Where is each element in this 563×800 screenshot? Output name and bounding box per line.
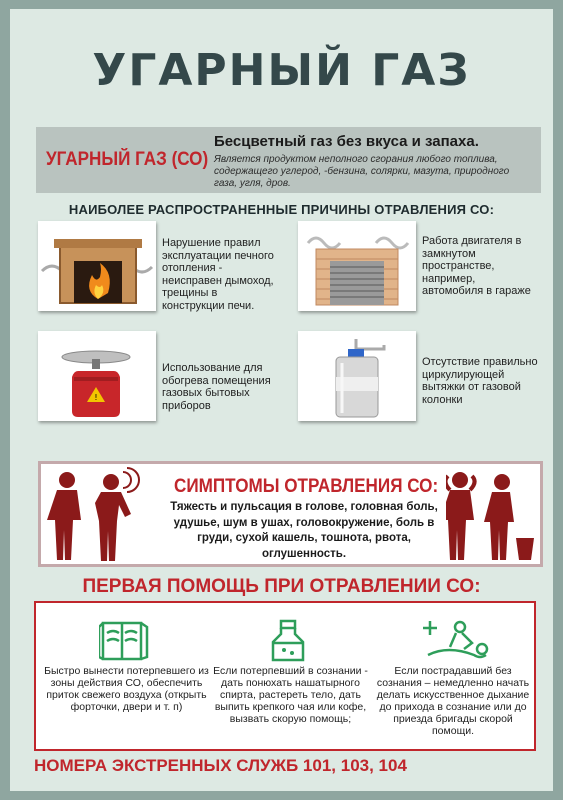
first-aid-text: Если потерпевший в сознании - дать понюхать нашатырного спирта, растереть тело, дать выпить крепкого чая или кофе, вызвать скорую помощь; — [213, 665, 368, 725]
first-aid-box — [34, 601, 536, 751]
first-aid-title: ПЕРВАЯ ПОМОЩЬ ПРИ ОТРАВЛЕНИИ СО: — [82, 576, 481, 597]
symptoms-text: Тяжесть и пульсация в голове, головная боль, удушье, шум в ушах, головокружение, боль в груди, сухой кашель, тошнота, рвота, оглушенность. — [170, 501, 438, 560]
window-icon — [99, 619, 149, 663]
cause-text: Нарушение правил эксплуатации печного отопления - неисправен дымоход, трещины в конструкции печи. — [162, 237, 274, 312]
fireplace-icon — [38, 221, 156, 311]
garage-icon — [298, 221, 416, 311]
cause-card-gas-burner — [38, 331, 156, 421]
poster — [10, 9, 553, 791]
co-heading: Бесцветный газ без вкуса и запаха. — [214, 133, 479, 150]
cause-text: Работа двигателя в замкнутом пространстве, например, автомобиля в гараже — [422, 235, 531, 297]
emergency-numbers: НОМЕРА ЭКСТРЕННЫХ СЛУЖБ 101, 103, 104 — [34, 756, 407, 775]
cause-text: Отсутствие правильно циркулирующей вытяжки от газовой колонки — [422, 356, 538, 406]
sick-person-icon — [446, 466, 541, 566]
page-title: УГАРНЫЙ ГАЗ — [92, 45, 471, 96]
svg-text:!: ! — [94, 393, 98, 402]
symptoms-title: СИМПТОМЫ ОТРАВЛЕНИЯ СО: — [174, 476, 439, 497]
symptoms-box — [38, 461, 543, 567]
gas-burner-icon — [38, 331, 156, 421]
co-description: Является продуктом неполного сгорания любого топлива, содержащего углерод, -бензина, солярки, мазута, природного газа, угля, дров. — [214, 154, 510, 189]
coughing-person-icon — [45, 466, 155, 566]
causes-title: НАИБОЛЕЕ РАСПРОСТРАНЕННЫЕ ПРИЧИНЫ ОТРАВЛЕНИЯ СО: — [68, 202, 495, 217]
cause-card-fireplace — [38, 221, 156, 311]
cause-text: Использование для обогрева помещения газовых бытовых приборов — [162, 362, 271, 412]
medicine-bottle-icon — [268, 619, 308, 663]
first-aid-text: Быстро вынести потерпевшего из зоны действия СО, обеспечить приток свежего воздуха (открыть форточки, двери и т. п) — [44, 665, 209, 713]
cpr-icon — [422, 617, 492, 661]
cause-card-garage — [298, 221, 416, 311]
first-aid-text: Если пострадавший без сознания – немедленно начать делать искусственное дыхание до прихода в сознание или до приезда бригады скорой помощи. — [376, 665, 530, 737]
co-label: УГАРНЫЙ ГАЗ (СО) — [46, 149, 209, 170]
water-heater-icon — [298, 331, 416, 421]
cause-card-water-heater — [298, 331, 416, 421]
co-info-box — [36, 127, 541, 193]
